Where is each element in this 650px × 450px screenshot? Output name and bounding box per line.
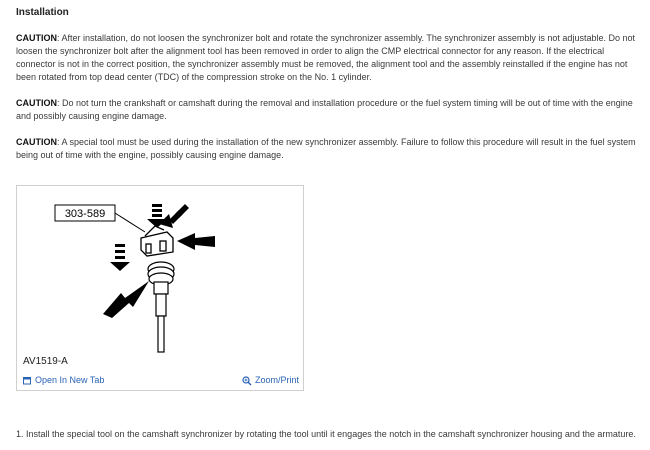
zoom-print-label: Zoom/Print	[254, 375, 299, 385]
figure-box	[16, 185, 304, 391]
synchronizer-illustration	[17, 186, 303, 356]
caution-paragraph	[16, 32, 636, 84]
caution-text: : A special tool must be used during the installation of the new synchronizer assembly. Failure to follow this procedure will result in the fuel system being out of time with the engine, possibly causing engine damage.	[16, 137, 636, 160]
caution-text: : After installation, do not loosen the synchronizer bolt and rotate the synchronizer assembly. The synchronizer assembly is not adjustable. Do not loosen the synchronizer bolt after the alignment tool has been removed in order to align the CMP electrical connector for any reason. If the electrical connector is not in the correct position, the synchronizer assembly must be removed, the alignment tool and the assembly reinstalled if the engine has not been rotated from top dead center (TDC) of the compression stroke on the No. 1 cylinder.	[16, 33, 635, 82]
dashed-arrow-diagonal	[159, 204, 189, 228]
solid-arrow-left	[177, 233, 215, 250]
caution-label: CAUTION	[16, 137, 57, 147]
solid-arrow-diagonal	[103, 281, 149, 318]
tool-label: 303-589	[64, 208, 106, 220]
caution-label: CAUTION	[16, 98, 57, 108]
caution-paragraph	[16, 136, 636, 162]
magnifier-icon	[242, 376, 252, 386]
section-heading: Installation	[16, 7, 69, 18]
caution-text: : Do not turn the crankshaft or camshaft during the removal and installation procedure or the fuel system timing will be out of time with the engine and possibly causing engine damage.	[16, 98, 633, 121]
zoom-print-link[interactable]	[242, 375, 299, 386]
leader-line	[115, 213, 145, 232]
figure-code: AV1519-A	[23, 356, 68, 367]
dashed-arrow-down-left	[110, 244, 130, 271]
open-in-new-tab-icon	[23, 376, 32, 385]
step-item: 1. Install the special tool on the camshaft synchronizer by rotating the tool until it engages the notch in the camshaft synchronizer housing and the armature.	[16, 429, 636, 439]
open-in-new-tab-label: Open In New Tab	[35, 375, 105, 385]
synchronizer-assembly	[148, 262, 174, 352]
alignment-tool	[141, 226, 173, 256]
caution-label: CAUTION	[16, 33, 57, 43]
caution-paragraph	[16, 97, 636, 123]
open-in-new-tab-link[interactable]	[23, 375, 104, 385]
